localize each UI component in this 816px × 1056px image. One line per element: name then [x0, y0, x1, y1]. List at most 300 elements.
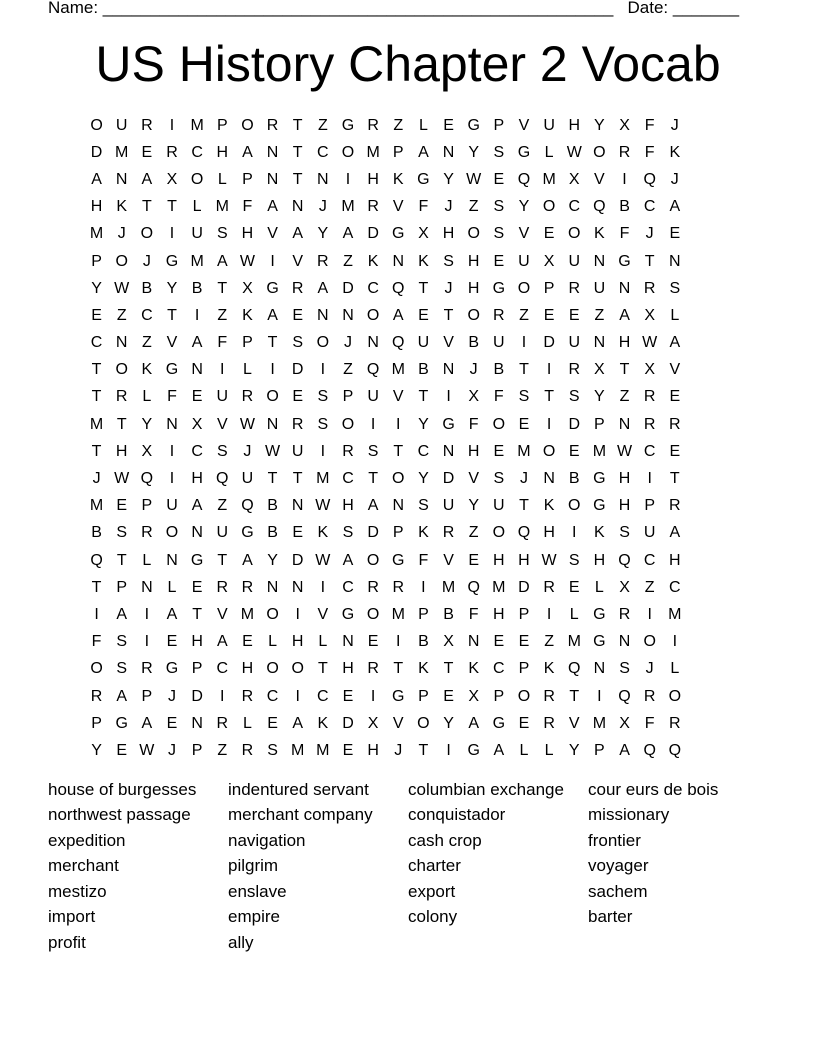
grid-letter: R: [643, 415, 656, 433]
grid-letter: S: [619, 660, 630, 678]
grid-letter: T: [669, 470, 680, 488]
grid-letter: H: [568, 116, 581, 134]
grid-letter: G: [467, 741, 480, 759]
page-title: US History Chapter 2 Vocab: [95, 36, 721, 92]
grid-letter: Y: [166, 279, 178, 297]
grid-letter: O: [492, 524, 506, 542]
word-list-item: mestizo: [48, 881, 107, 901]
grid-letter: H: [342, 497, 354, 515]
grid-letter: O: [341, 415, 355, 433]
grid-letter: K: [116, 198, 128, 216]
word-list-item: merchant company: [228, 805, 373, 825]
grid-letter: H: [467, 442, 480, 460]
grid-letter: O: [316, 334, 330, 352]
grid-letter: I: [446, 741, 451, 759]
grid-letter: I: [320, 361, 326, 379]
grid-row: [84, 438, 687, 465]
grid-letter: Y: [443, 170, 454, 188]
grid-row: [84, 547, 687, 574]
word-list-row: [48, 879, 768, 905]
grid-letter: N: [291, 578, 304, 596]
grid-letter: V: [317, 605, 329, 623]
grid-letter: I: [421, 578, 426, 596]
grid-letter: Q: [618, 687, 631, 705]
grid-letter: N: [191, 524, 203, 542]
grid-letter: C: [568, 198, 581, 216]
grid-letter: L: [544, 143, 554, 161]
grid-letter: A: [166, 605, 178, 623]
grid-letter: P: [91, 714, 102, 732]
grid-letter: I: [169, 442, 175, 460]
grid-letter: E: [493, 442, 505, 460]
grid-letter: E: [518, 633, 530, 651]
grid-letter: B: [141, 279, 153, 297]
grid-letter: R: [392, 578, 405, 596]
grid-letter: T: [116, 551, 127, 569]
grid-letter: W: [616, 442, 633, 460]
grid-letter: O: [165, 524, 179, 542]
grid-row: [84, 357, 687, 384]
grid-letter: K: [594, 524, 605, 542]
grid-letter: A: [342, 225, 354, 243]
grid-letter: M: [441, 578, 456, 596]
grid-letter: O: [542, 442, 556, 460]
grid-letter: A: [392, 306, 404, 324]
word-list-row: [48, 777, 768, 803]
grid-letter: L: [167, 578, 177, 596]
grid-letter: X: [619, 714, 630, 732]
grid-letter: T: [91, 578, 102, 596]
grid-row: [84, 275, 687, 302]
grid-letter: C: [643, 551, 656, 569]
grid-letter: O: [366, 605, 380, 623]
grid-letter: L: [217, 170, 227, 188]
word-list-item: ally: [228, 932, 254, 952]
grid-letter: G: [165, 660, 179, 678]
grid-letter: V: [568, 714, 580, 732]
grid-letter: I: [144, 633, 150, 651]
grid-letter: H: [191, 633, 203, 651]
grid-letter: C: [266, 687, 279, 705]
grid-letter: W: [466, 170, 482, 188]
grid-letter: T: [292, 116, 303, 134]
grid-letter: N: [266, 578, 279, 596]
grid-letter: B: [468, 334, 480, 352]
grid-letter: I: [396, 633, 401, 651]
grid-letter: R: [643, 687, 656, 705]
grid-letter: I: [220, 361, 225, 379]
grid-letter: F: [418, 198, 429, 216]
grid-letter: A: [216, 252, 228, 270]
word-list-row: [48, 803, 768, 829]
grid-letter: Z: [217, 741, 228, 759]
grid-letter: S: [116, 660, 128, 678]
grid-letter: C: [216, 660, 229, 678]
grid-letter: I: [597, 687, 602, 705]
grid-letter: C: [669, 578, 681, 596]
grid-letter: S: [317, 415, 329, 433]
grid-row: [84, 302, 687, 329]
grid-letter: R: [618, 143, 631, 161]
grid-letter: D: [291, 361, 304, 379]
grid-letter: E: [166, 633, 178, 651]
grid-letter: L: [242, 714, 252, 732]
grid-letter: Y: [443, 714, 454, 732]
grid-letter: N: [342, 633, 354, 651]
grid-row: [84, 139, 687, 166]
grid-letter: S: [116, 524, 128, 542]
grid-letter: H: [618, 334, 631, 352]
grid-letter: J: [670, 116, 679, 134]
grid-letter: K: [141, 361, 153, 379]
word-list-item: missionary: [588, 805, 670, 825]
grid-letter: M: [391, 361, 405, 379]
grid-letter: W: [265, 442, 281, 460]
grid-letter: P: [493, 687, 505, 705]
grid-letter: Z: [116, 306, 127, 324]
grid-letter: O: [568, 497, 581, 515]
grid-letter: U: [191, 225, 203, 243]
grid-letter: T: [217, 279, 228, 297]
grid-letter: Y: [141, 415, 153, 433]
grid-letter: L: [192, 198, 202, 216]
grid-letter: E: [543, 225, 555, 243]
grid-letter: U: [543, 116, 555, 134]
grid-letter: M: [316, 741, 330, 759]
grid-letter: G: [467, 116, 480, 134]
grid-letter: N: [543, 470, 555, 488]
grid-letter: C: [493, 660, 505, 678]
grid-letter: E: [568, 306, 580, 324]
grid-letter: O: [291, 660, 304, 678]
grid-letter: A: [669, 524, 681, 542]
grid-letter: B: [493, 361, 505, 379]
grid-row: [84, 166, 687, 193]
grid-letter: J: [142, 252, 151, 270]
grid-row: [84, 112, 687, 139]
grid-letter: I: [169, 225, 175, 243]
name-field-label: Name: ______________________________________________________: [48, 0, 614, 17]
grid-letter: S: [493, 143, 505, 161]
grid-letter: X: [619, 578, 630, 596]
grid-letter: R: [216, 578, 229, 596]
grid-letter: T: [91, 442, 102, 460]
grid-letter: F: [91, 633, 102, 651]
grid-letter: Q: [216, 470, 229, 488]
grid-letter: I: [169, 470, 175, 488]
grid-letter: M: [215, 198, 229, 216]
grid-letter: I: [396, 415, 401, 433]
grid-letter: E: [568, 442, 580, 460]
grid-letter: H: [493, 605, 505, 623]
grid-letter: B: [267, 524, 278, 542]
grid-letter: I: [370, 687, 376, 705]
grid-letter: N: [291, 497, 304, 515]
grid-letter: F: [468, 605, 479, 623]
grid-letter: D: [342, 714, 354, 732]
grid-letter: T: [167, 198, 177, 216]
grid-letter: A: [191, 497, 203, 515]
grid-letter: U: [568, 334, 581, 352]
grid-letter: J: [167, 687, 176, 705]
grid-letter: Y: [594, 116, 605, 134]
grid-row: [84, 330, 687, 357]
grid-letter: L: [242, 361, 252, 379]
grid-letter: V: [392, 198, 404, 216]
grid-row: [84, 629, 687, 656]
grid-letter: S: [418, 497, 429, 515]
grid-letter: N: [367, 334, 379, 352]
grid-letter: A: [619, 741, 630, 759]
grid-letter: P: [418, 605, 429, 623]
grid-letter: G: [417, 170, 430, 188]
grid-letter: N: [266, 415, 279, 433]
grid-letter: X: [644, 361, 655, 379]
grid-letter: I: [521, 334, 527, 352]
grid-letter: N: [442, 361, 455, 379]
grid-letter: M: [592, 442, 607, 460]
grid-letter: N: [191, 361, 203, 379]
grid-letter: O: [492, 415, 506, 433]
grid-letter: C: [90, 334, 103, 352]
grid-letter: E: [342, 687, 354, 705]
grid-letter: T: [192, 605, 203, 623]
grid-letter: O: [90, 660, 103, 678]
grid-letter: N: [593, 252, 606, 270]
grid-letter: U: [417, 334, 430, 352]
grid-letter: V: [669, 361, 681, 379]
grid-letter: R: [141, 116, 153, 134]
grid-letter: L: [318, 633, 328, 651]
word-list-item: colony: [408, 907, 458, 927]
grid-letter: Y: [418, 470, 429, 488]
grid-letter: M: [366, 143, 380, 161]
grid-letter: H: [442, 225, 455, 243]
grid-letter: N: [342, 306, 354, 324]
grid-letter: I: [572, 524, 577, 542]
grid-row: [84, 411, 687, 438]
grid-letter: S: [518, 388, 530, 406]
grid-letter: V: [166, 334, 178, 352]
grid-letter: H: [543, 524, 555, 542]
grid-letter: N: [141, 578, 153, 596]
grid-letter: E: [267, 714, 278, 732]
grid-letter: T: [292, 470, 303, 488]
grid-letter: I: [320, 578, 326, 596]
grid-letter: T: [519, 497, 529, 515]
grid-row: [84, 710, 687, 737]
grid-letter: M: [291, 741, 305, 759]
grid-letter: E: [191, 388, 203, 406]
grid-letter: Y: [91, 279, 102, 297]
grid-letter: F: [242, 198, 253, 216]
grid-letter: L: [268, 633, 277, 651]
grid-letter: I: [220, 687, 225, 705]
grid-letter: J: [318, 198, 327, 216]
grid-letter: J: [343, 334, 352, 352]
grid-letter: A: [191, 334, 203, 352]
grid-letter: Q: [568, 660, 581, 678]
grid-letter: P: [141, 497, 153, 515]
grid-letter: Z: [317, 116, 328, 134]
grid-letter: O: [241, 116, 254, 134]
grid-letter: E: [669, 388, 681, 406]
grid-letter: A: [669, 198, 681, 216]
grid-letter: O: [593, 143, 606, 161]
grid-letter: I: [270, 361, 275, 379]
grid-letter: O: [392, 470, 405, 488]
grid-letter: I: [270, 252, 275, 270]
grid-letter: W: [315, 497, 331, 515]
grid-letter: Q: [593, 198, 606, 216]
grid-letter: P: [594, 415, 605, 433]
grid-letter: N: [392, 252, 405, 270]
grid-letter: J: [92, 470, 101, 488]
grid-letter: V: [292, 252, 304, 270]
grid-letter: K: [594, 225, 605, 243]
grid-row: [84, 221, 687, 248]
grid-letter: A: [242, 143, 253, 161]
grid-letter: G: [492, 714, 506, 732]
word-list-item: export: [408, 881, 456, 901]
grid-letter: H: [115, 442, 128, 460]
grid-letter: B: [619, 198, 630, 216]
grid-letter: J: [167, 741, 176, 759]
grid-letter: A: [669, 334, 681, 352]
grid-letter: T: [292, 143, 303, 161]
grid-letter: P: [543, 279, 555, 297]
grid-letter: R: [241, 578, 254, 596]
grid-letter: X: [619, 116, 630, 134]
grid-letter: W: [566, 143, 582, 161]
grid-letter: E: [242, 633, 253, 651]
grid-letter: N: [618, 279, 631, 297]
grid-letter: R: [442, 524, 455, 542]
grid-letter: C: [643, 442, 656, 460]
grid-letter: O: [115, 361, 128, 379]
grid-letter: Z: [519, 306, 529, 324]
word-search-grid: [84, 112, 687, 765]
grid-letter: K: [669, 143, 681, 161]
grid-letter: F: [644, 116, 655, 134]
grid-letter: R: [367, 116, 379, 134]
grid-letter: I: [194, 306, 200, 324]
grid-letter: A: [317, 279, 329, 297]
grid-letter: Q: [392, 334, 405, 352]
grid-letter: P: [392, 524, 404, 542]
grid-letter: V: [518, 225, 530, 243]
word-list-item: profit: [48, 932, 86, 952]
grid-letter: D: [367, 225, 379, 243]
grid-letter: R: [669, 714, 681, 732]
grid-letter: O: [517, 687, 531, 705]
grid-letter: S: [443, 252, 454, 270]
word-list-item: voyager: [588, 856, 649, 876]
grid-letter: R: [317, 252, 329, 270]
grid-letter: J: [519, 470, 528, 488]
grid-letter: Z: [544, 633, 554, 651]
grid-letter: R: [241, 741, 254, 759]
grid-letter: O: [140, 225, 154, 243]
grid-row: [84, 493, 687, 520]
grid-letter: E: [493, 633, 505, 651]
grid-letter: F: [644, 143, 655, 161]
grid-row: [84, 656, 687, 683]
grid-letter: Q: [517, 170, 531, 188]
grid-letter: H: [618, 470, 631, 488]
grid-letter: W: [315, 551, 331, 569]
grid-letter: N: [317, 306, 329, 324]
grid-letter: L: [670, 660, 680, 678]
grid-letter: G: [266, 279, 279, 297]
word-list-item: empire: [228, 907, 280, 927]
grid-letter: H: [241, 225, 254, 243]
grid-letter: T: [644, 252, 655, 270]
grid-letter: E: [493, 170, 505, 188]
grid-letter: V: [443, 551, 454, 569]
grid-letter: M: [115, 143, 129, 161]
grid-letter: K: [418, 660, 429, 678]
grid-letter: I: [320, 442, 326, 460]
grid-letter: E: [543, 306, 555, 324]
grid-letter: G: [165, 361, 179, 379]
word-list-row: [48, 905, 768, 931]
grid-letter: N: [317, 170, 329, 188]
grid-letter: H: [467, 279, 480, 297]
grid-letter: Y: [317, 225, 329, 243]
grid-letter: C: [317, 687, 329, 705]
header: [48, 0, 748, 18]
grid-letter: P: [594, 741, 605, 759]
grid-letter: O: [467, 306, 480, 324]
grid-letter: H: [291, 633, 304, 651]
grid-letter: L: [544, 741, 554, 759]
grid-letter: R: [669, 497, 681, 515]
grid-letter: J: [645, 660, 654, 678]
grid-letter: I: [345, 170, 351, 188]
grid-letter: U: [518, 252, 530, 270]
grid-letter: G: [392, 551, 405, 569]
grid-letter: J: [444, 198, 453, 216]
grid-letter: R: [141, 524, 153, 542]
grid-letter: P: [342, 388, 354, 406]
grid-letter: W: [114, 279, 130, 297]
grid-letter: G: [593, 633, 606, 651]
grid-letter: X: [443, 633, 454, 651]
grid-letter: E: [116, 497, 128, 515]
grid-letter: K: [242, 306, 253, 324]
grid-letter: A: [216, 633, 228, 651]
word-list-item: import: [48, 907, 96, 927]
grid-letter: K: [317, 524, 329, 542]
grid-letter: N: [442, 442, 455, 460]
grid-letter: K: [543, 497, 555, 515]
grid-letter: G: [517, 143, 531, 161]
grid-letter: S: [493, 470, 505, 488]
grid-letter: N: [618, 415, 631, 433]
grid-letter: A: [468, 714, 480, 732]
grid-letter: T: [443, 660, 454, 678]
grid-letter: K: [418, 524, 429, 542]
grid-letter: Z: [393, 116, 404, 134]
grid-letter: G: [341, 116, 355, 134]
grid-letter: R: [342, 442, 354, 460]
grid-letter: R: [367, 660, 379, 678]
grid-letter: L: [519, 741, 529, 759]
grid-letter: B: [91, 524, 102, 542]
grid-letter: P: [141, 687, 153, 705]
grid-letter: I: [672, 633, 678, 651]
